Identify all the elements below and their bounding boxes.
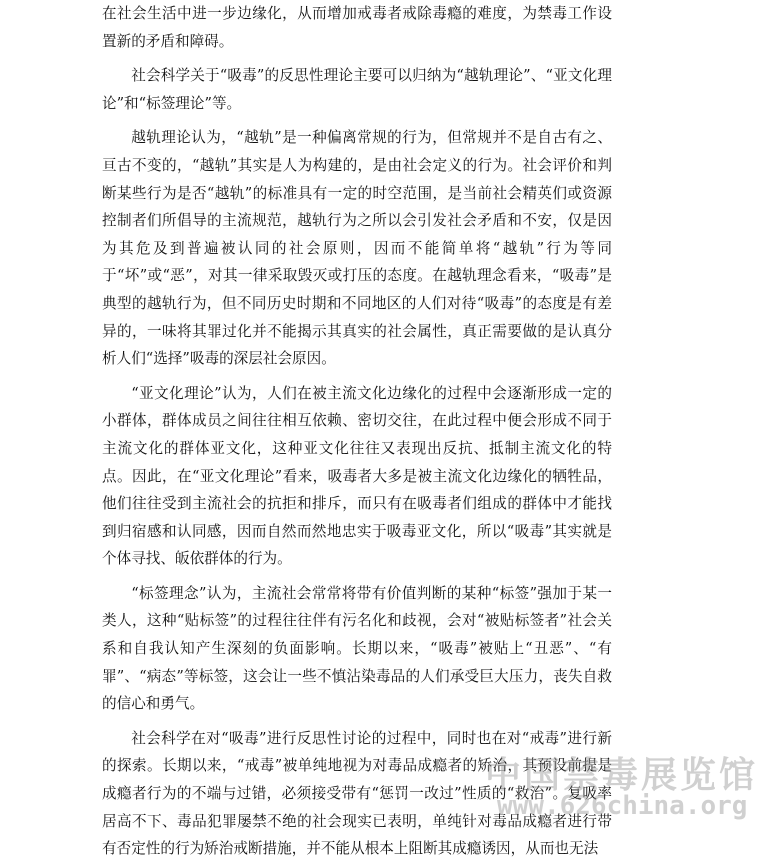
watermark-title: 中国禁毒展览馆 <box>485 755 758 796</box>
paragraph-6: 社会科学在对“吸毒”进行反思性讨论的过程中，同时也在对“戒毒”进行新的探索。长期以来，“戒毒”被单纯地视为对毒品成瘾者的矫治，其预设前提是成瘾者行为的不端与过错，必须接受带有“惩罚一改过”性质的“救治”。复吸率居高不下、毒品犯罪屡禁不绝的社会现实已表明，单纯针对毒品成瘾者进行带有否定性的行为矫治戒断措施，并不能从根本上阻断其成瘾诱因，从而也无法 <box>102 729 612 858</box>
document-body <box>102 0 612 863</box>
paragraph-2: 社会科学关于“吸毒”的反思性理论主要可以归纳为“越轨理论”、“亚文化理论”和“标签理论”等。 <box>102 67 612 112</box>
paragraph-1: 在社会生活中进一步边缘化，从而增加戒毒者戒除毒瘾的难度，为禁毒工作设置新的矛盾和障碍。 <box>102 5 612 50</box>
paragraph-4: “亚文化理论”认为，人们在被主流文化边缘化的过程中会逐渐形成一定的小群体，群体成员之间往往相互依赖、密切交往，在此过程中便会形成不同于主流文化的群体亚文化，这种亚文化往往又表现出反抗、抵制主流文化的特点。因此，在“亚文化理论”看来，吸毒者大多是被主流文化边缘化的牺牲品，他们往往受到主流社会的抗拒和排斥，而只有在吸毒者们组成的群体中才能找到归宿感和认同感，因而自然而然地忠实于吸毒亚文化，所以“吸毒”其实就是个体寻找、皈依群体的行为。 <box>102 384 612 568</box>
watermark-url: www.626china.org <box>497 791 748 821</box>
paragraph-3: 越轨理论认为，“越轨”是一种偏离常规的行为，但常规并不是自古有之、亘古不变的，“越轨”其实是人为构建的，是由社会定义的行为。社会评价和判断某些行为是否“越轨”的标准具有一定的时空范围，是当前社会精英们或资源控制者们所倡导的主流规范，越轨行为之所以会引发社会矛盾和不安，仅是因为其危及到普遍被认同的社会原则，因而不能简单将“越轨”行为等同于“坏”或“恶”，对其一律采取毁灭或打压的态度。在越轨理念看来，“吸毒”是典型的越轨行为，但不同历史时期和不同地区的人们对待“吸毒”的态度是有差异的，一味将其罪过化并不能揭示其真实的社会属性，真正需要做的是认真分析人们“选择”吸毒的深层社会原因。 <box>102 129 612 368</box>
paragraph-5: “标签理念”认为，主流社会常常将带有价值判断的某种“标签”强加于某一类人，这种“贴标签”的过程往往伴有污名化和歧视，会对“被贴标签者”社会关系和自我认知产生深刻的负面影响。长期以来，“吸毒”被贴上“丑恶”、“有罪”、“病态”等标签，这会让一些不慎沾染毒品的人们承受巨大压力，丧失自救的信心和勇气。 <box>102 584 612 713</box>
